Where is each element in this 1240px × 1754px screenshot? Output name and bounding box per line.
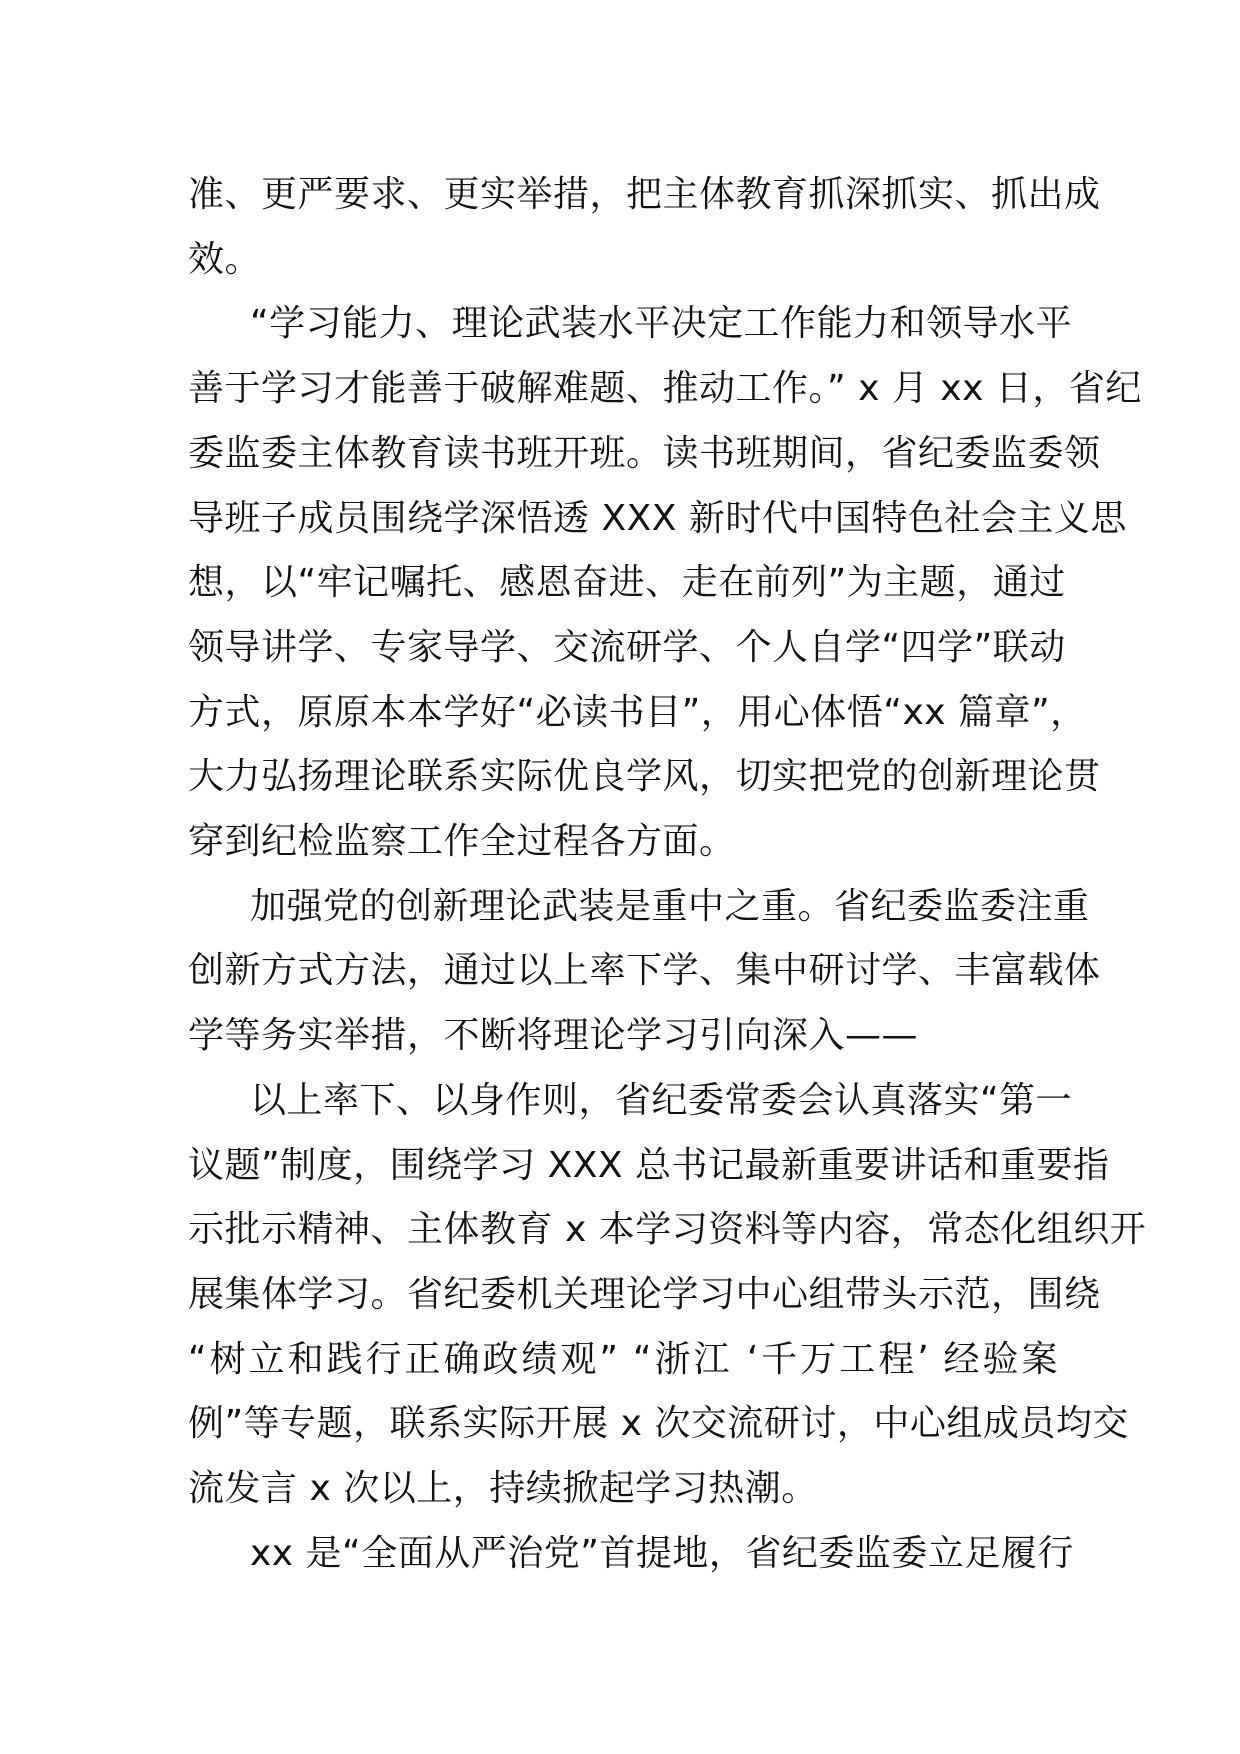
- text-line: xx 是“全面从严治党”首提地，省纪委监委立足履行: [250, 1532, 1074, 1574]
- text-line: 准、更严要求、更实举措，把主体教育抓深抓实、抓出成: [188, 174, 1101, 215]
- text-line: 示批示精神、主体教育 x 本学习资料等内容，常态化组织开: [188, 1209, 1147, 1251]
- text-line: 导班子成员围绕学深悟透 XXX 新时代中国特色社会主义思: [188, 497, 1127, 539]
- text-line: “学习能力、理论武装水平决定工作能力和领导水平: [250, 303, 1073, 345]
- text-line: 委监委主体教育读书班开班。读书班期间，省纪委监委领: [188, 432, 1101, 474]
- text-line: 加强党的创新理论武装是重中之重。省纪委监委注重: [250, 885, 1090, 927]
- text-line: 流发言 x 次以上，持续掀起学习热潮。: [188, 1468, 818, 1510]
- paragraph: [188, 1522, 1074, 1587]
- text-line: 想，以“牢记嘱托、感恩奋进、走在前列”为主题，通过: [188, 562, 1066, 604]
- text-line: 例”等专题，联系实际开展 x 次交流研讨，中心组成员均交: [188, 1403, 1129, 1445]
- paragraph: [188, 292, 1142, 874]
- text-line: 善于学习才能善于破解难题、推动工作。” x 月 xx 日，省纪: [188, 368, 1142, 410]
- paragraph: [188, 875, 1101, 1069]
- text-line: 议题”制度，围绕学习 XXX 总书记最新重要讲话和重要指: [188, 1144, 1110, 1186]
- paragraph: [188, 163, 1101, 292]
- text-line: 方式，原原本本学好“必读书目”，用心体悟“xx 篇章”，: [188, 691, 1087, 733]
- text-line: 大力弘扬理论联系实际优良学风，切实把党的创新理论贯: [188, 756, 1101, 798]
- text-line: 以上率下、以身作则，省纪委常委会认真落实“第一: [250, 1079, 1073, 1121]
- text-line: 穿到纪检监察工作全过程各方面。: [188, 821, 736, 863]
- text-line: 展集体学习。省纪委机关理论学习中心组带头示范，围绕: [188, 1273, 1101, 1315]
- text-line: 创新方式方法，通过以上率下学、集中研讨学、丰富载体: [188, 950, 1101, 992]
- text-line: 学等务实举措，不断将理论学习引向深入——: [188, 1015, 919, 1057]
- text-line: “树立和践行正确政绩观” “浙江 ‘千万工程’ 经验案: [188, 1338, 1058, 1380]
- text-line: 效。: [188, 238, 262, 280]
- document-body: [188, 163, 1147, 1586]
- paragraph: [188, 1069, 1147, 1522]
- text-line: 领导讲学、专家导学、交流研学、个人自学“四学”联动: [188, 626, 1066, 668]
